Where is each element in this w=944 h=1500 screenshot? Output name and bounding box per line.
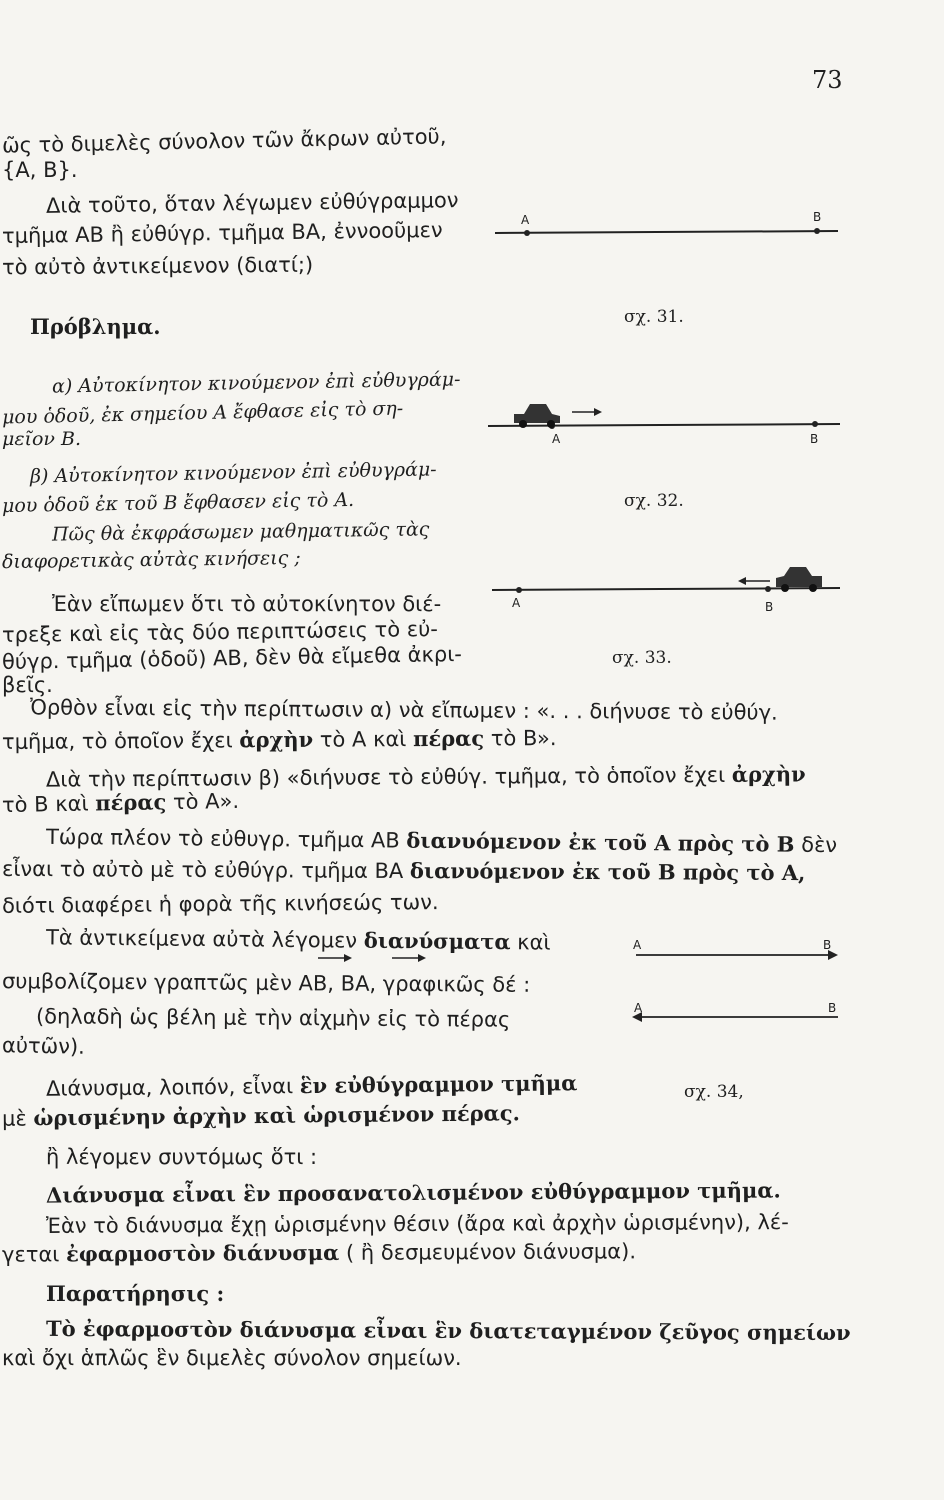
- fig34-vector-ba: [632, 1012, 838, 1022]
- vector-ba-arrow-icon: [392, 954, 426, 962]
- text-span: Διὰ τὴν περίπτωσιν β) «διήνυσε τὸ εὐθύγ. τμῆμα, τὸ ὁποῖον ἔχει: [45, 762, 732, 792]
- text-span: δὲν: [794, 832, 838, 858]
- fig34-v2-label-b: B: [828, 1001, 837, 1015]
- text-span: Ἐὰν τὸ διάνυσμα ἔχῃ ὡρισμένην θέσιν (ἄρα καὶ ἀρχὴν ὡρισμένην), λέ-: [45, 1210, 789, 1238]
- fig31-caption: σχ. 31.: [624, 307, 684, 327]
- text-span: τρεξε καὶ εἰς τὰς δύο περιπτώσεις τὸ εὐ-: [1, 616, 438, 648]
- fig33-label-b: B: [765, 600, 774, 614]
- text-span: γεται: [1, 1242, 67, 1267]
- text-span: ἢ λέγομεν συντόμως ὅτι :: [46, 1145, 318, 1169]
- bold-text: ἐφαρμοστὸν διάνυσμα: [65, 1239, 340, 1267]
- text-span: τμῆμα AB ἢ εὐθύγρ. τμῆμα BA, ἐννοοῦμεν: [1, 217, 443, 249]
- italic-text: β) Αὐτοκίνητον κινούμενον ἐπὶ εὐθυγράμ-: [29, 458, 437, 488]
- fig31-label-b: B: [813, 210, 822, 224]
- bold-text: διανύσματα: [363, 927, 511, 955]
- text-span: Διάνυσμα, λοιπόν, εἶναι: [45, 1074, 300, 1101]
- fig32-car-icon: [514, 404, 560, 428]
- fig32-caption: σχ. 32.: [624, 491, 684, 511]
- italic-text: μου ὁδοῦ, ἐκ σημείου A ἔφθασε εἰς τὸ ση-: [1, 397, 404, 429]
- italic-text: μου ὁδοῦ ἐκ τοῦ B ἔφθασεν εἰς τὸ A.: [1, 488, 355, 518]
- bold-text: Παρατήρησις :: [46, 1281, 225, 1306]
- bold-text: διανυόμενον ἐκ τοῦ B πρὸς τὸ A,: [409, 858, 806, 886]
- text-span: τὸ A».: [166, 788, 240, 815]
- italic-text: διαφορετικὰς αὐτὰς κινήσεις ;: [1, 546, 301, 574]
- fig34-v2-label-a: A: [634, 1001, 643, 1015]
- bold-text: ἓν εὐθύγραμμον τμῆμα: [299, 1070, 578, 1099]
- page-number: 73: [812, 66, 843, 94]
- text-span: (δηλαδὴ ὡς βέλη μὲ τὴν αἰχμὴν εἰς τὸ πέρας: [35, 1004, 511, 1032]
- bold-text: Πρόβλημα.: [30, 314, 161, 339]
- text-span: αὐτῶν).: [1, 1033, 86, 1059]
- fig34-caption: σχ. 34,: [684, 1082, 744, 1102]
- text-span: καὶ ὄχι ἁπλῶς ἓν διμελὲς σύνολον σημείων.: [2, 1346, 462, 1370]
- text-span: τὸ B καὶ: [1, 791, 96, 818]
- fig31-label-a: A: [521, 213, 530, 227]
- bold-text: Τὸ ἐφαρμοστὸν διάνυσμα εἶναι ἓν διατεταγμένον ζεῦγος σημείων: [45, 1315, 851, 1346]
- text-span: Τώρα πλέον τὸ εὐθυγρ. τμῆμα AB: [45, 824, 407, 853]
- text-span: ( ἢ δεσμευμένον διάνυσμα).: [339, 1239, 637, 1265]
- bold-text: Διάνυσμα εἶναι ἓν προσανατολισμένον εὐθύγραμμον τμῆμα.: [45, 1177, 781, 1208]
- text-span: τὸ A καὶ: [313, 727, 414, 752]
- text-span: {A, B}.: [2, 158, 78, 182]
- text-span: Ὀρθὸν εἶναι εἰς τὴν περίπτωσιν α) νὰ εἴπωμεν : «. . . διήνυσε τὸ εὐθύγ.: [29, 695, 778, 725]
- bold-text: πέρας: [412, 725, 485, 752]
- text-span: τὸ αὐτὸ ἀντικείμενον (διατί;): [1, 252, 314, 280]
- text-span: Τὰ ἀντικείμενα αὐτὰ λέγομεν: [45, 925, 364, 953]
- fig33-arrow-left-icon: [738, 577, 770, 585]
- bold-text: διανυόμενον ἐκ τοῦ A πρὸς τὸ B: [406, 827, 795, 857]
- fig34-vector-ab: [636, 950, 838, 960]
- text-span: καὶ: [510, 930, 551, 955]
- bold-text: ὡρισμένην ἀρχὴν καὶ ὡρισμένον πέρας.: [33, 1100, 521, 1131]
- text-span: τμῆμα, τὸ ὁποῖον ἔχει: [1, 728, 240, 754]
- text-span: εἶναι τὸ αὐτὸ μὲ τὸ εὐθύγρ. τμῆμα BA: [1, 856, 411, 884]
- text-span: διότι διαφέρει ἡ φορὰ τῆς κινήσεώς των.: [1, 890, 439, 918]
- text-span: Διὰ τοῦτο, ὅταν λέγωμεν εὐθύγραμμον: [45, 188, 459, 218]
- fig33-label-a: A: [512, 596, 521, 610]
- text-span: συμβολίζομεν γραπτῶς μὲν AB, BA, γραφικῶς δέ :: [1, 969, 531, 997]
- text-span: μὲ: [1, 1106, 34, 1131]
- italic-text: Πῶς θὰ ἐκφράσωμεν μαθηματικῶς τὰς: [51, 518, 430, 546]
- bold-text: ἀρχὴν: [239, 726, 314, 753]
- text-span: Ἐὰν εἴπωμεν ὅτι τὸ αὐτοκίνητον διέ-: [52, 592, 442, 616]
- text-span: θύγρ. τμῆμα (ὁδοῦ) AB, δὲν θὰ εἴμεθα ἀκρι-: [1, 641, 463, 675]
- fig32-arrow-right-icon: [572, 408, 602, 416]
- bold-text: ἀρχὴν: [731, 761, 806, 787]
- italic-text: α) Αὐτοκίνητον κινούμενον ἐπὶ εὐθυγράμ-: [51, 368, 461, 398]
- text-span: ῶς τὸ διμελὲς σύνολον τῶν ἄκρων αὐτοῦ,: [1, 124, 447, 158]
- bold-text: πέρας: [95, 789, 167, 816]
- vector-ab-arrow-icon: [318, 954, 352, 962]
- text-span: τὸ B».: [484, 726, 557, 751]
- text-span: βεῖς.: [2, 673, 53, 697]
- fig32-label-a: A: [552, 432, 561, 446]
- italic-text: μεῖον B.: [2, 428, 82, 450]
- fig34-v1-label-b: B: [823, 938, 832, 952]
- fig32-label-b: B: [810, 432, 819, 446]
- fig31-segment: [495, 228, 838, 236]
- fig34-v1-label-a: A: [633, 938, 642, 952]
- fig33-caption: σχ. 33.: [612, 648, 672, 668]
